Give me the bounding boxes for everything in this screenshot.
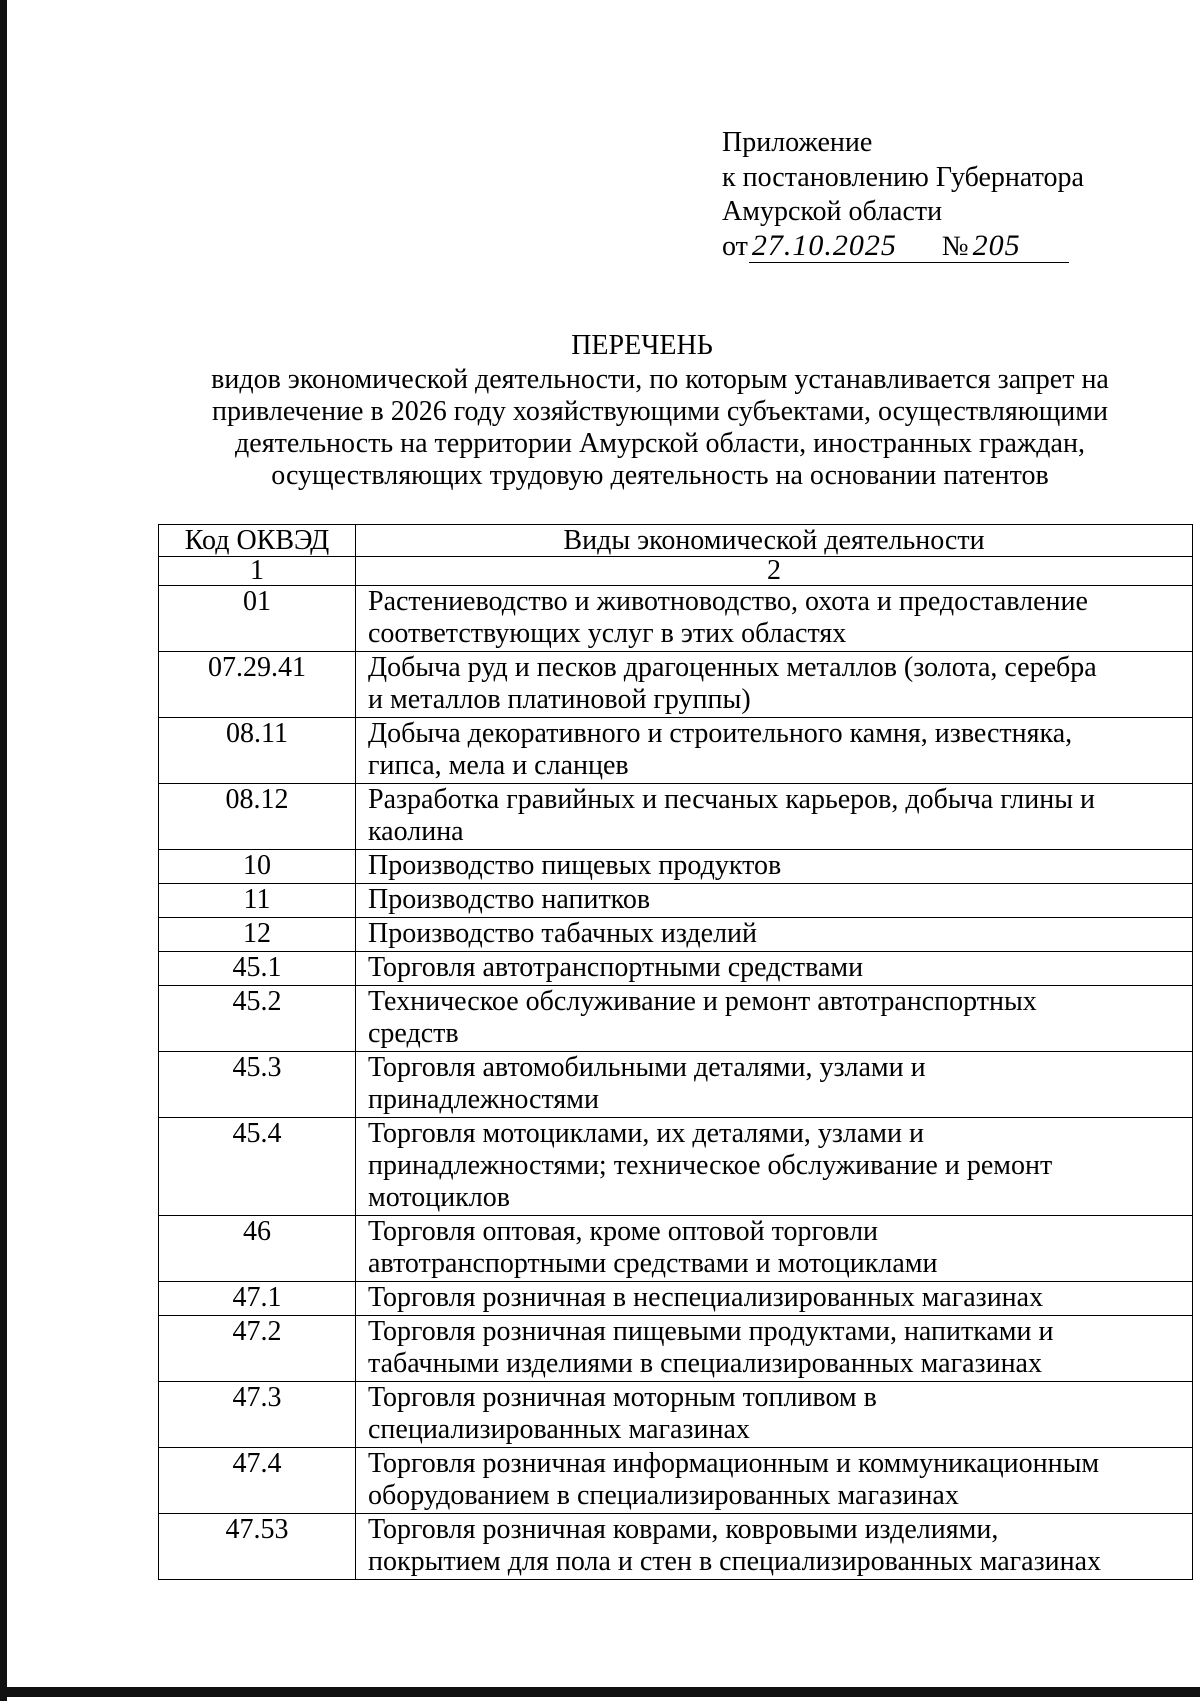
table-row: [159, 1052, 1193, 1118]
table-row: [159, 986, 1193, 1052]
activity-cell: [356, 784, 1193, 850]
activity-cell: [356, 952, 1193, 986]
activity-text-line: Производство табачных изделий: [368, 918, 758, 949]
activity-text-line: принадлежностями; техническое обслуживание и ремонт: [368, 1150, 1053, 1181]
column-header-activity: Виды экономической деятельности: [356, 525, 1193, 557]
table-row: [159, 784, 1193, 850]
table-row: [159, 918, 1193, 952]
table-row: [159, 1382, 1193, 1448]
activity-text-line: специализированных магазинах: [368, 1414, 750, 1445]
activity-text-line: оборудованием в специализированных магазинах: [368, 1480, 959, 1511]
activity-text-line: Торговля оптовая, кроме оптовой торговли: [368, 1216, 879, 1247]
column-header-code: Код ОКВЭД: [159, 525, 356, 557]
activity-text-line: Разработка гравийных и песчаных карьеров, добыча глины и: [368, 784, 1096, 815]
subtitle-line: деятельность на территории Амурской области, иностранных граждан,: [235, 428, 1085, 459]
activity-cell: [356, 1282, 1193, 1316]
table-row: [159, 586, 1193, 652]
activity-text-line: Торговля мотоциклами, их деталями, узлами и: [368, 1118, 924, 1149]
okved-code-cell: 47.53: [159, 1514, 356, 1580]
document-title: ПЕРЕЧЕНЬ: [571, 330, 713, 361]
activity-cell: [356, 586, 1193, 652]
activity-text-line: Торговля розничная в неспециализированных магазинах: [368, 1282, 1044, 1313]
from-label: от: [722, 231, 748, 262]
subtitle-line: привлечение в 2026 году хозяйствующими субъектами, осуществляющими: [212, 396, 1108, 427]
activity-text-line: Торговля автотранспортными средствами: [368, 952, 864, 983]
activity-text-line: каолина: [368, 816, 464, 847]
column-number-2: 2: [356, 557, 1193, 586]
activity-cell: [356, 1052, 1193, 1118]
activity-cell: [356, 1118, 1193, 1216]
activity-cell: [356, 986, 1193, 1052]
table-row: [159, 1448, 1193, 1514]
okved-table: [158, 524, 1193, 1580]
activity-cell: [356, 884, 1193, 918]
okved-code-cell: 10: [159, 850, 356, 884]
activity-text-line: Торговля розничная пищевыми продуктами, напитками и: [368, 1316, 1054, 1347]
activity-cell: [356, 1216, 1193, 1282]
okved-code-cell: 08.12: [159, 784, 356, 850]
activity-text-line: Производство пищевых продуктов: [368, 850, 782, 881]
table-row: [159, 952, 1193, 986]
table-header-row: [159, 525, 1193, 557]
activity-text-line: Торговля розничная коврами, ковровыми изделиями,: [368, 1514, 999, 1545]
okved-code-cell: 45.3: [159, 1052, 356, 1118]
activity-text-line: Растениеводство и животноводство, охота и предоставление: [368, 586, 1088, 617]
okved-code-cell: 47.2: [159, 1316, 356, 1382]
activity-text-line: Торговля автомобильными деталями, узлами и: [368, 1052, 926, 1083]
okved-code-cell: 01: [159, 586, 356, 652]
activity-cell: [356, 718, 1193, 784]
okved-code-cell: 45.2: [159, 986, 356, 1052]
appendix-decree-ref: к постановлению Губернатора: [722, 162, 1084, 193]
table-row: [159, 718, 1193, 784]
appendix-region: Амурской области: [722, 196, 943, 227]
okved-code-cell: 45.4: [159, 1118, 356, 1216]
table-row: [159, 1316, 1193, 1382]
okved-table-body: [159, 586, 1193, 1580]
table-row: [159, 1282, 1193, 1316]
table-row: [159, 652, 1193, 718]
activity-cell: [356, 918, 1193, 952]
activity-cell: [356, 850, 1193, 884]
activity-text-line: Торговля розничная моторным топливом в: [368, 1382, 877, 1413]
okved-code-cell: 12: [159, 918, 356, 952]
appendix-label: Приложение: [722, 127, 873, 158]
column-number-1: 1: [159, 557, 356, 586]
table-row: [159, 850, 1193, 884]
okved-code-cell: 46: [159, 1216, 356, 1282]
okved-code-cell: 47.3: [159, 1382, 356, 1448]
scan-edge-left: [0, 0, 7, 1701]
activity-cell: [356, 1316, 1193, 1382]
table-row: [159, 884, 1193, 918]
handwritten-date: 27.10.2025: [751, 229, 897, 262]
handwritten-number: 205: [972, 229, 1021, 262]
activity-text-line: мотоциклов: [368, 1182, 510, 1213]
activity-text-line: Техническое обслуживание и ремонт автотранспортных: [368, 986, 1037, 1017]
activity-text-line: автотранспортными средствами и мотоциклами: [368, 1248, 938, 1279]
activity-cell: [356, 1382, 1193, 1448]
table-row: [159, 1118, 1193, 1216]
table-row: [159, 1216, 1193, 1282]
okved-code-cell: 07.29.41: [159, 652, 356, 718]
activity-text-line: средств: [368, 1018, 459, 1049]
date-number-underline: [749, 262, 1069, 263]
activity-text-line: Производство напитков: [368, 884, 651, 915]
number-label: №: [941, 231, 969, 262]
activity-text-line: гипса, мела и сланцев: [368, 750, 629, 781]
okved-code-cell: 47.4: [159, 1448, 356, 1514]
activity-text-line: Торговля розничная информационным и коммуникационным: [368, 1448, 1100, 1479]
activity-text-line: табачными изделиями в специализированных магазинах: [368, 1348, 1042, 1379]
activity-text-line: и металлов платиновой группы): [368, 684, 751, 715]
table-row: [159, 1514, 1193, 1580]
activity-text-line: покрытием для пола и стен в специализированных магазинах: [368, 1546, 1102, 1577]
activity-cell: [356, 1514, 1193, 1580]
okved-code-cell: 11: [159, 884, 356, 918]
activity-text-line: Добыча декоративного и строительного камня, известняка,: [368, 718, 1073, 749]
subtitle-line: видов экономической деятельности, по которым устанавливается запрет на: [211, 364, 1109, 395]
okved-code-cell: 08.11: [159, 718, 356, 784]
okved-code-cell: 47.1: [159, 1282, 356, 1316]
column-number-row: [159, 557, 1193, 586]
subtitle-line: осуществляющих трудовую деятельность на основании патентов: [271, 460, 1049, 491]
scan-edge-bottom: [0, 1687, 1200, 1697]
activity-cell: [356, 1448, 1193, 1514]
activity-text-line: соответствующих услуг в этих областях: [368, 618, 847, 649]
okved-code-cell: 45.1: [159, 952, 356, 986]
activity-text-line: принадлежностями: [368, 1084, 599, 1115]
activity-cell: [356, 652, 1193, 718]
activity-text-line: Добыча руд и песков драгоценных металлов (золота, серебра: [368, 652, 1097, 683]
decree-date-line: [722, 229, 1059, 264]
